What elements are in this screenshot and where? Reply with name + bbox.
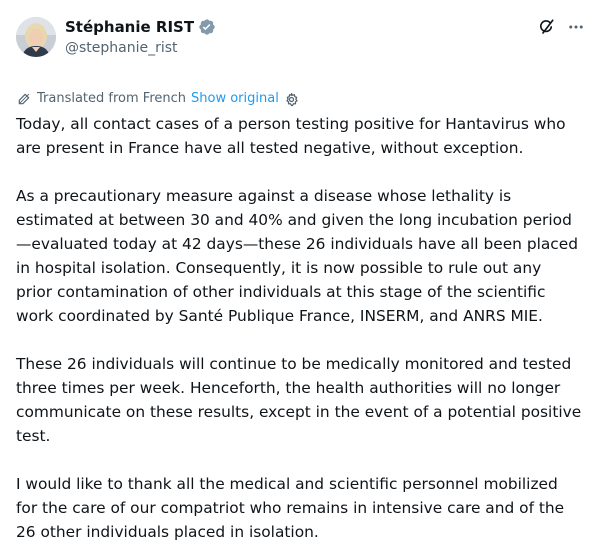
post-line: estimated at between 30 and 40% and given the long incubation period bbox=[16, 211, 572, 229]
post-line: are present in France have all tested negative, without exception. bbox=[16, 139, 524, 157]
author-identity bbox=[65, 16, 216, 58]
post-line: work coordinated by Santé Publique France, INSERM, and ANRS MIE. bbox=[16, 307, 543, 325]
author-handle[interactable]: @stephanie_rist bbox=[65, 40, 178, 56]
verified-badge-icon[interactable] bbox=[198, 18, 216, 36]
name-row bbox=[65, 17, 216, 37]
more-icon[interactable] bbox=[566, 17, 586, 37]
avatar[interactable] bbox=[16, 17, 56, 57]
grok-icon[interactable] bbox=[536, 17, 556, 37]
post-line: 26 other individuals placed in isolation. bbox=[16, 523, 319, 541]
post-paragraph-1 bbox=[16, 112, 594, 160]
translated-from-label: Translated from French bbox=[37, 91, 187, 106]
translate-icon bbox=[17, 92, 31, 106]
post-line: prior contamination of other individuals at this stage of the scientific bbox=[16, 283, 546, 301]
avatar-photo bbox=[16, 17, 56, 57]
post-paragraph-4 bbox=[16, 472, 594, 544]
post-paragraph-2 bbox=[16, 184, 594, 328]
post-line: test. bbox=[16, 427, 51, 445]
translation-bar bbox=[17, 90, 588, 108]
gear-icon[interactable] bbox=[284, 92, 299, 107]
show-original-link[interactable]: Show original bbox=[191, 91, 279, 106]
post-line: for the care of our compatriot who remains in intensive care and of the bbox=[16, 499, 565, 517]
post-line: As a precautionary measure against a disease whose lethality is bbox=[16, 187, 512, 205]
post-line: Today, all contact cases of a person testing positive for Hantavirus who bbox=[16, 115, 566, 133]
post-line: —evaluated today at 42 days—these 26 individuals have all been placed bbox=[16, 235, 579, 253]
display-name[interactable]: Stéphanie RIST bbox=[65, 18, 195, 36]
post-line: in hospital isolation. Consequently, it is now possible to rule out any bbox=[16, 259, 542, 277]
post-header bbox=[16, 16, 588, 64]
post-line: These 26 individuals will continue to be medically monitored and tested bbox=[16, 355, 572, 373]
header-actions bbox=[536, 16, 588, 38]
post-line: I would like to thank all the medical and scientific personnel mobilized bbox=[16, 475, 558, 493]
post-line: three times per week. Henceforth, the health authorities will no longer bbox=[16, 379, 561, 397]
post-body bbox=[16, 112, 594, 544]
post-line: communicate on these results, except in the event of a potential positive bbox=[16, 403, 582, 421]
post-paragraph-3 bbox=[16, 352, 594, 448]
